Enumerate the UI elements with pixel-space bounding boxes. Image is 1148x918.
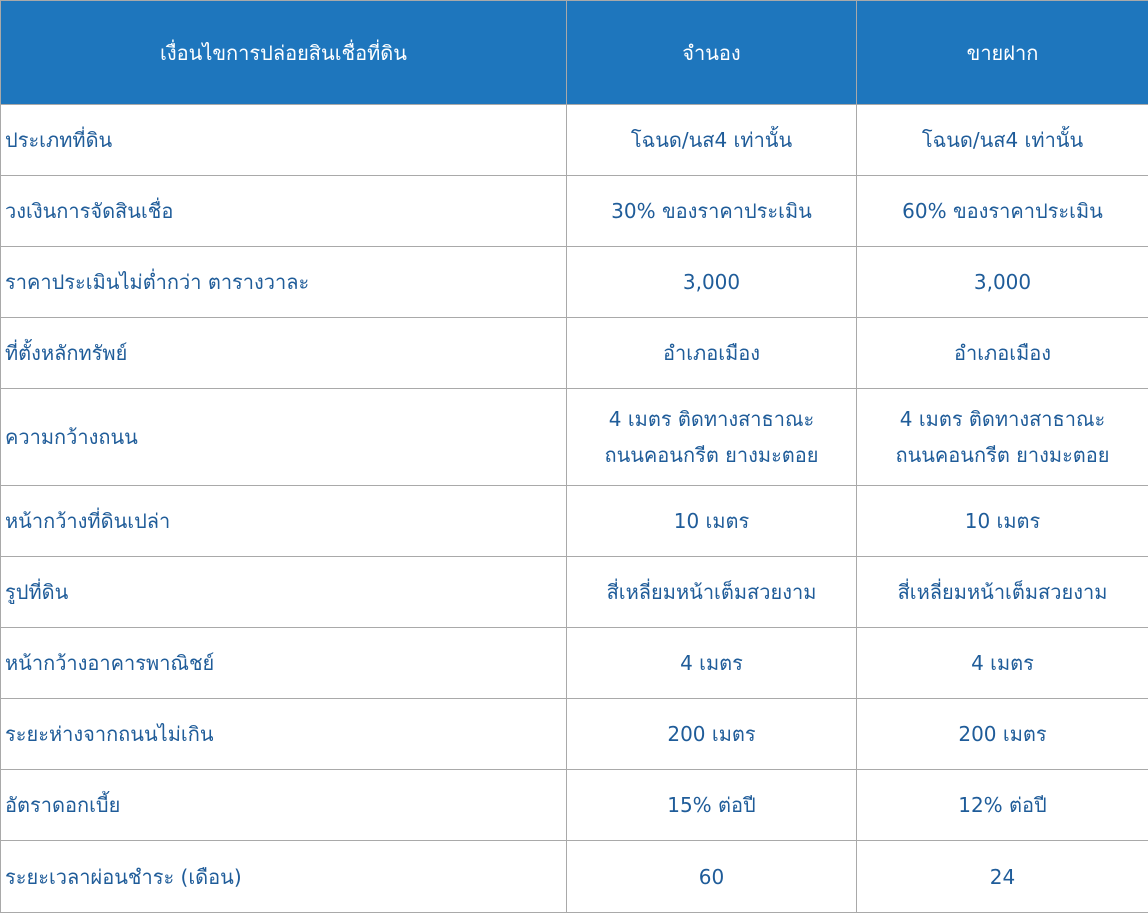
table-row [1,841,1148,913]
table-row [1,247,1148,318]
row-label: ระยะห่างจากถนนไม่เกิน [1,699,567,770]
sale-redemption-value-line-2: ถนนคอนกรีต ยางมะตอย [895,443,1110,467]
table-row [1,770,1148,841]
table-row [1,389,1148,486]
table-header-row [1,1,1148,105]
mortgage-value: โฉนด/นส4 เท่านั้น [567,105,857,176]
table-row [1,699,1148,770]
mortgage-value: สี่เหลี่ยมหน้าเต็มสวยงาม [567,557,857,628]
table-row [1,318,1148,389]
table-row [1,628,1148,699]
sale-redemption-value: 12% ต่อปี [857,770,1148,841]
mortgage-value: 15% ต่อปี [567,770,857,841]
row-label: ที่ตั้งหลักทรัพย์ [1,318,567,389]
mortgage-value: 4 เมตร [567,628,857,699]
sale-redemption-value: 3,000 [857,247,1148,318]
sale-redemption-value: 10 เมตร [857,486,1148,557]
mortgage-value: 200 เมตร [567,699,857,770]
table-row [1,105,1148,176]
sale-redemption-value: 60% ของราคาประเมิน [857,176,1148,247]
row-label: รูปที่ดิน [1,557,567,628]
sale-redemption-value [857,389,1148,486]
row-label: อัตราดอกเบี้ย [1,770,567,841]
table-row [1,486,1148,557]
mortgage-value: 60 [567,841,857,913]
row-label: ความกว้างถนน [1,389,567,486]
row-label: ระยะเวลาผ่อนชำระ (เดือน) [1,841,567,913]
sale-redemption-value: 200 เมตร [857,699,1148,770]
header-mortgage: จำนอง [567,1,857,105]
sale-redemption-value-line-1: 4 เมตร ติดทางสาธาณะ [899,407,1106,431]
table-row [1,557,1148,628]
mortgage-value: 30% ของราคาประเมิน [567,176,857,247]
mortgage-value [567,389,857,486]
sale-redemption-value: อำเภอเมือง [857,318,1148,389]
table-row [1,176,1148,247]
sale-redemption-value: สี่เหลี่ยมหน้าเต็มสวยงาม [857,557,1148,628]
sale-redemption-value: 24 [857,841,1148,913]
mortgage-value: 3,000 [567,247,857,318]
row-label: หน้ากว้างอาคารพาณิชย์ [1,628,567,699]
row-label: หน้ากว้างที่ดินเปล่า [1,486,567,557]
mortgage-value-line-1: 4 เมตร ติดทางสาธาณะ [608,407,815,431]
row-label: วงเงินการจัดสินเชื่อ [1,176,567,247]
header-conditions: เงื่อนไขการปล่อยสินเชื่อที่ดิน [1,1,567,105]
sale-redemption-value: 4 เมตร [857,628,1148,699]
row-label: ประเภทที่ดิน [1,105,567,176]
mortgage-value: อำเภอเมือง [567,318,857,389]
mortgage-value: 10 เมตร [567,486,857,557]
mortgage-value-line-2: ถนนคอนกรีต ยางมะตอย [604,443,819,467]
sale-redemption-value: โฉนด/นส4 เท่านั้น [857,105,1148,176]
row-label: ราคาประเมินไม่ต่ำกว่า ตารางวาละ [1,247,567,318]
header-sale-redemption: ขายฝาก [857,1,1148,105]
